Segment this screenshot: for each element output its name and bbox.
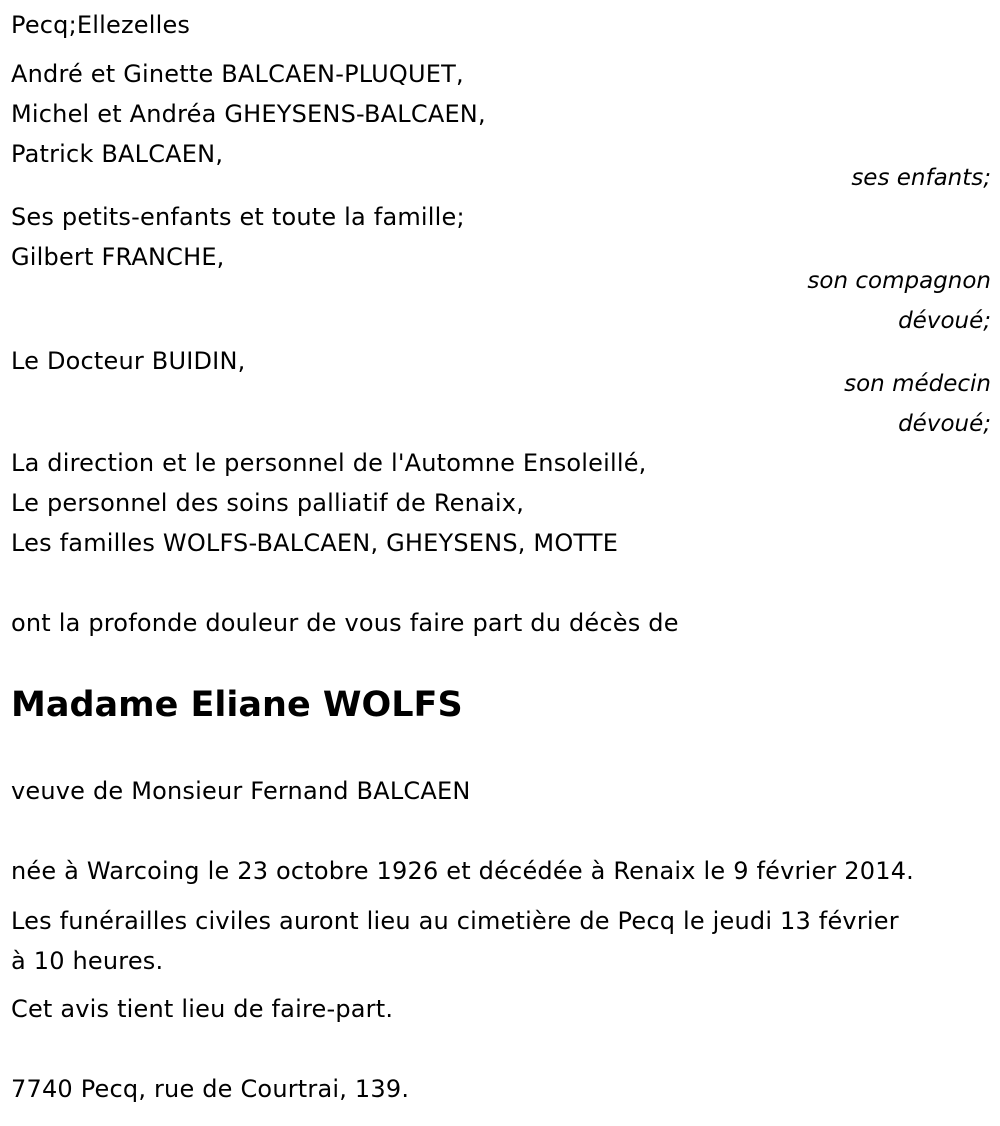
companion-role-1: son compagnon	[807, 268, 991, 294]
birth-death-line: née à Warcoing le 23 octobre 1926 et décédée à Renaix le 9 février 2014.	[11, 857, 915, 885]
others-line-3: Les familles WOLFS-BALCAEN, GHEYSENS, MOTTE	[11, 529, 619, 557]
address-line: 7740 Pecq, rue de Courtrai, 139.	[11, 1075, 410, 1103]
children-role: ses enfants;	[851, 165, 991, 191]
funeral-line-2: à 10 heures.	[11, 947, 164, 975]
others-line-1: La direction et le personnel de l'Automne Ensoleillé,	[11, 449, 647, 477]
child-line-1: André et Ginette BALCAEN-PLUQUET,	[11, 60, 464, 88]
locations-header: Pecq;Ellezelles	[11, 11, 191, 39]
companion-role-2: dévoué;	[898, 308, 991, 334]
grandchildren-line: Ses petits-enfants et toute la famille;	[11, 203, 465, 231]
death-notice	[11, 0, 991, 1126]
announcement-line: ont la profonde douleur de vous faire part du décès de	[11, 609, 679, 637]
widow-of-line: veuve de Monsieur Fernand BALCAEN	[11, 777, 471, 805]
doctor-role-2: dévoué;	[898, 411, 991, 437]
funeral-line-1: Les funérailles civiles auront lieu au cimetière de Pecq le jeudi 13 février	[11, 907, 899, 935]
notice-line: Cet avis tient lieu de faire-part.	[11, 995, 394, 1023]
deceased-name: Madame Eliane WOLFS	[11, 685, 463, 725]
others-line-2: Le personnel des soins palliatif de Renaix,	[11, 489, 525, 517]
child-line-3: Patrick BALCAEN,	[11, 140, 224, 168]
companion-line: Gilbert FRANCHE,	[11, 243, 225, 271]
child-line-2: Michel et Andréa GHEYSENS-BALCAEN,	[11, 100, 486, 128]
doctor-line: Le Docteur BUIDIN,	[11, 347, 246, 375]
doctor-role-1: son médecin	[844, 371, 991, 397]
